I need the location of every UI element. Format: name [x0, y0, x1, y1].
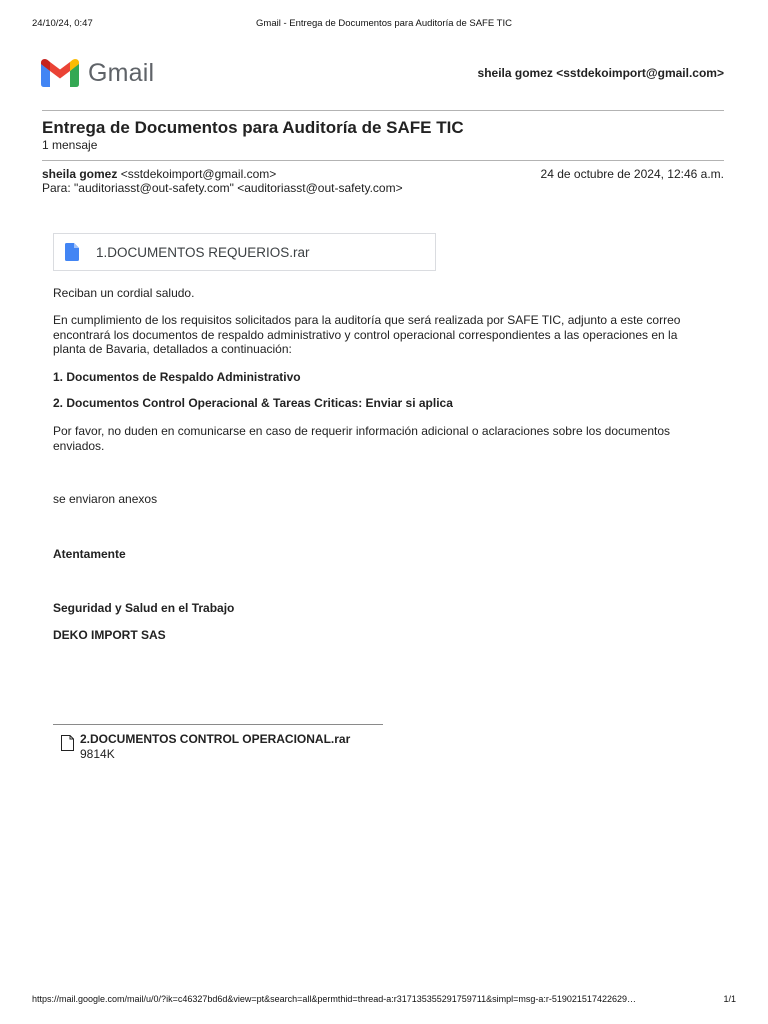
drive-attachment-name: 1.DOCUMENTOS REQUERIOS.rar: [96, 244, 310, 260]
gmail-brand: [41, 56, 154, 90]
body-intro: En cumplimiento de los requisitos solicitados para la auditoría que será realizada por SAFE TIC, adjunto a este correo encontrará los documentos de respaldo administrativo y control operacional correspondientes a las operaciones en la planta de Bavaria, detallados a continuación:: [53, 313, 681, 356]
sender-email: <sstdekoimport@gmail.com>: [120, 167, 277, 181]
sender-line: [42, 167, 276, 181]
message-date: 24 de octubre de 2024, 12:46 a.m.: [540, 167, 724, 181]
body-annex-note: se enviaron anexos: [53, 492, 158, 506]
print-header: [32, 18, 736, 32]
file-attachment[interactable]: [53, 724, 383, 761]
signature-company: DEKO IMPORT SAS: [53, 628, 166, 642]
print-footer: [32, 994, 736, 1006]
body-dept-wrap: [53, 601, 713, 616]
file-attachment-name[interactable]: 2.DOCUMENTOS CONTROL OPERACIONAL.rar: [80, 732, 351, 746]
gmail-wordmark: Gmail: [88, 58, 155, 87]
document-icon: [61, 735, 74, 751]
print-title: Gmail - Entrega de Documentos para Auditoría de SAFE TIC: [256, 18, 512, 29]
page-number: 1/1: [723, 994, 736, 1004]
body-greeting: Reciban un cordial saludo.: [53, 286, 195, 300]
message-count: 1 mensaje: [42, 138, 98, 152]
file-icon: [65, 243, 79, 261]
file-attachment-size: 9814K: [80, 747, 115, 761]
body-item-2-wrap: [53, 396, 713, 411]
body-closing-wrap: [53, 547, 713, 562]
subject-divider: [42, 160, 724, 161]
body-closing: Atentamente: [53, 547, 126, 561]
body-item-2: 2. Documentos Control Operacional & Tareas Criticas: Enviar si aplica: [53, 396, 453, 410]
drive-attachment-chip[interactable]: [53, 233, 436, 271]
header-divider: [42, 110, 724, 111]
body-request: Por favor, no duden en comunicarse en caso de requerir información adicional o aclaraciones sobre los documentos enviados.: [53, 424, 671, 453]
account-label: sheila gomez <sstdekoimport@gmail.com>: [477, 66, 724, 80]
print-datetime: 24/10/24, 0:47: [32, 18, 93, 29]
print-url: https://mail.google.com/mail/u/0/?ik=c46327bd6d&view=pt&search=all&permthid=thread-a:r317135355291759711&simpl=msg-a:r-519021517422629…: [32, 994, 636, 1004]
body-company-wrap: [53, 628, 713, 643]
body-item-1: 1. Documentos de Respaldo Administrativo: [53, 370, 301, 384]
thread-subject: Entrega de Documentos para Auditoría de SAFE TIC: [42, 118, 464, 137]
gmail-logo-icon: [41, 59, 79, 87]
body-item-1-wrap: [53, 370, 713, 385]
sender-name: sheila gomez: [42, 167, 118, 181]
signature-department: Seguridad y Salud en el Trabajo: [53, 601, 235, 615]
recipient-line: Para: "auditoriasst@out-safety.com" <auditoriasst@out-safety.com>: [42, 181, 403, 195]
